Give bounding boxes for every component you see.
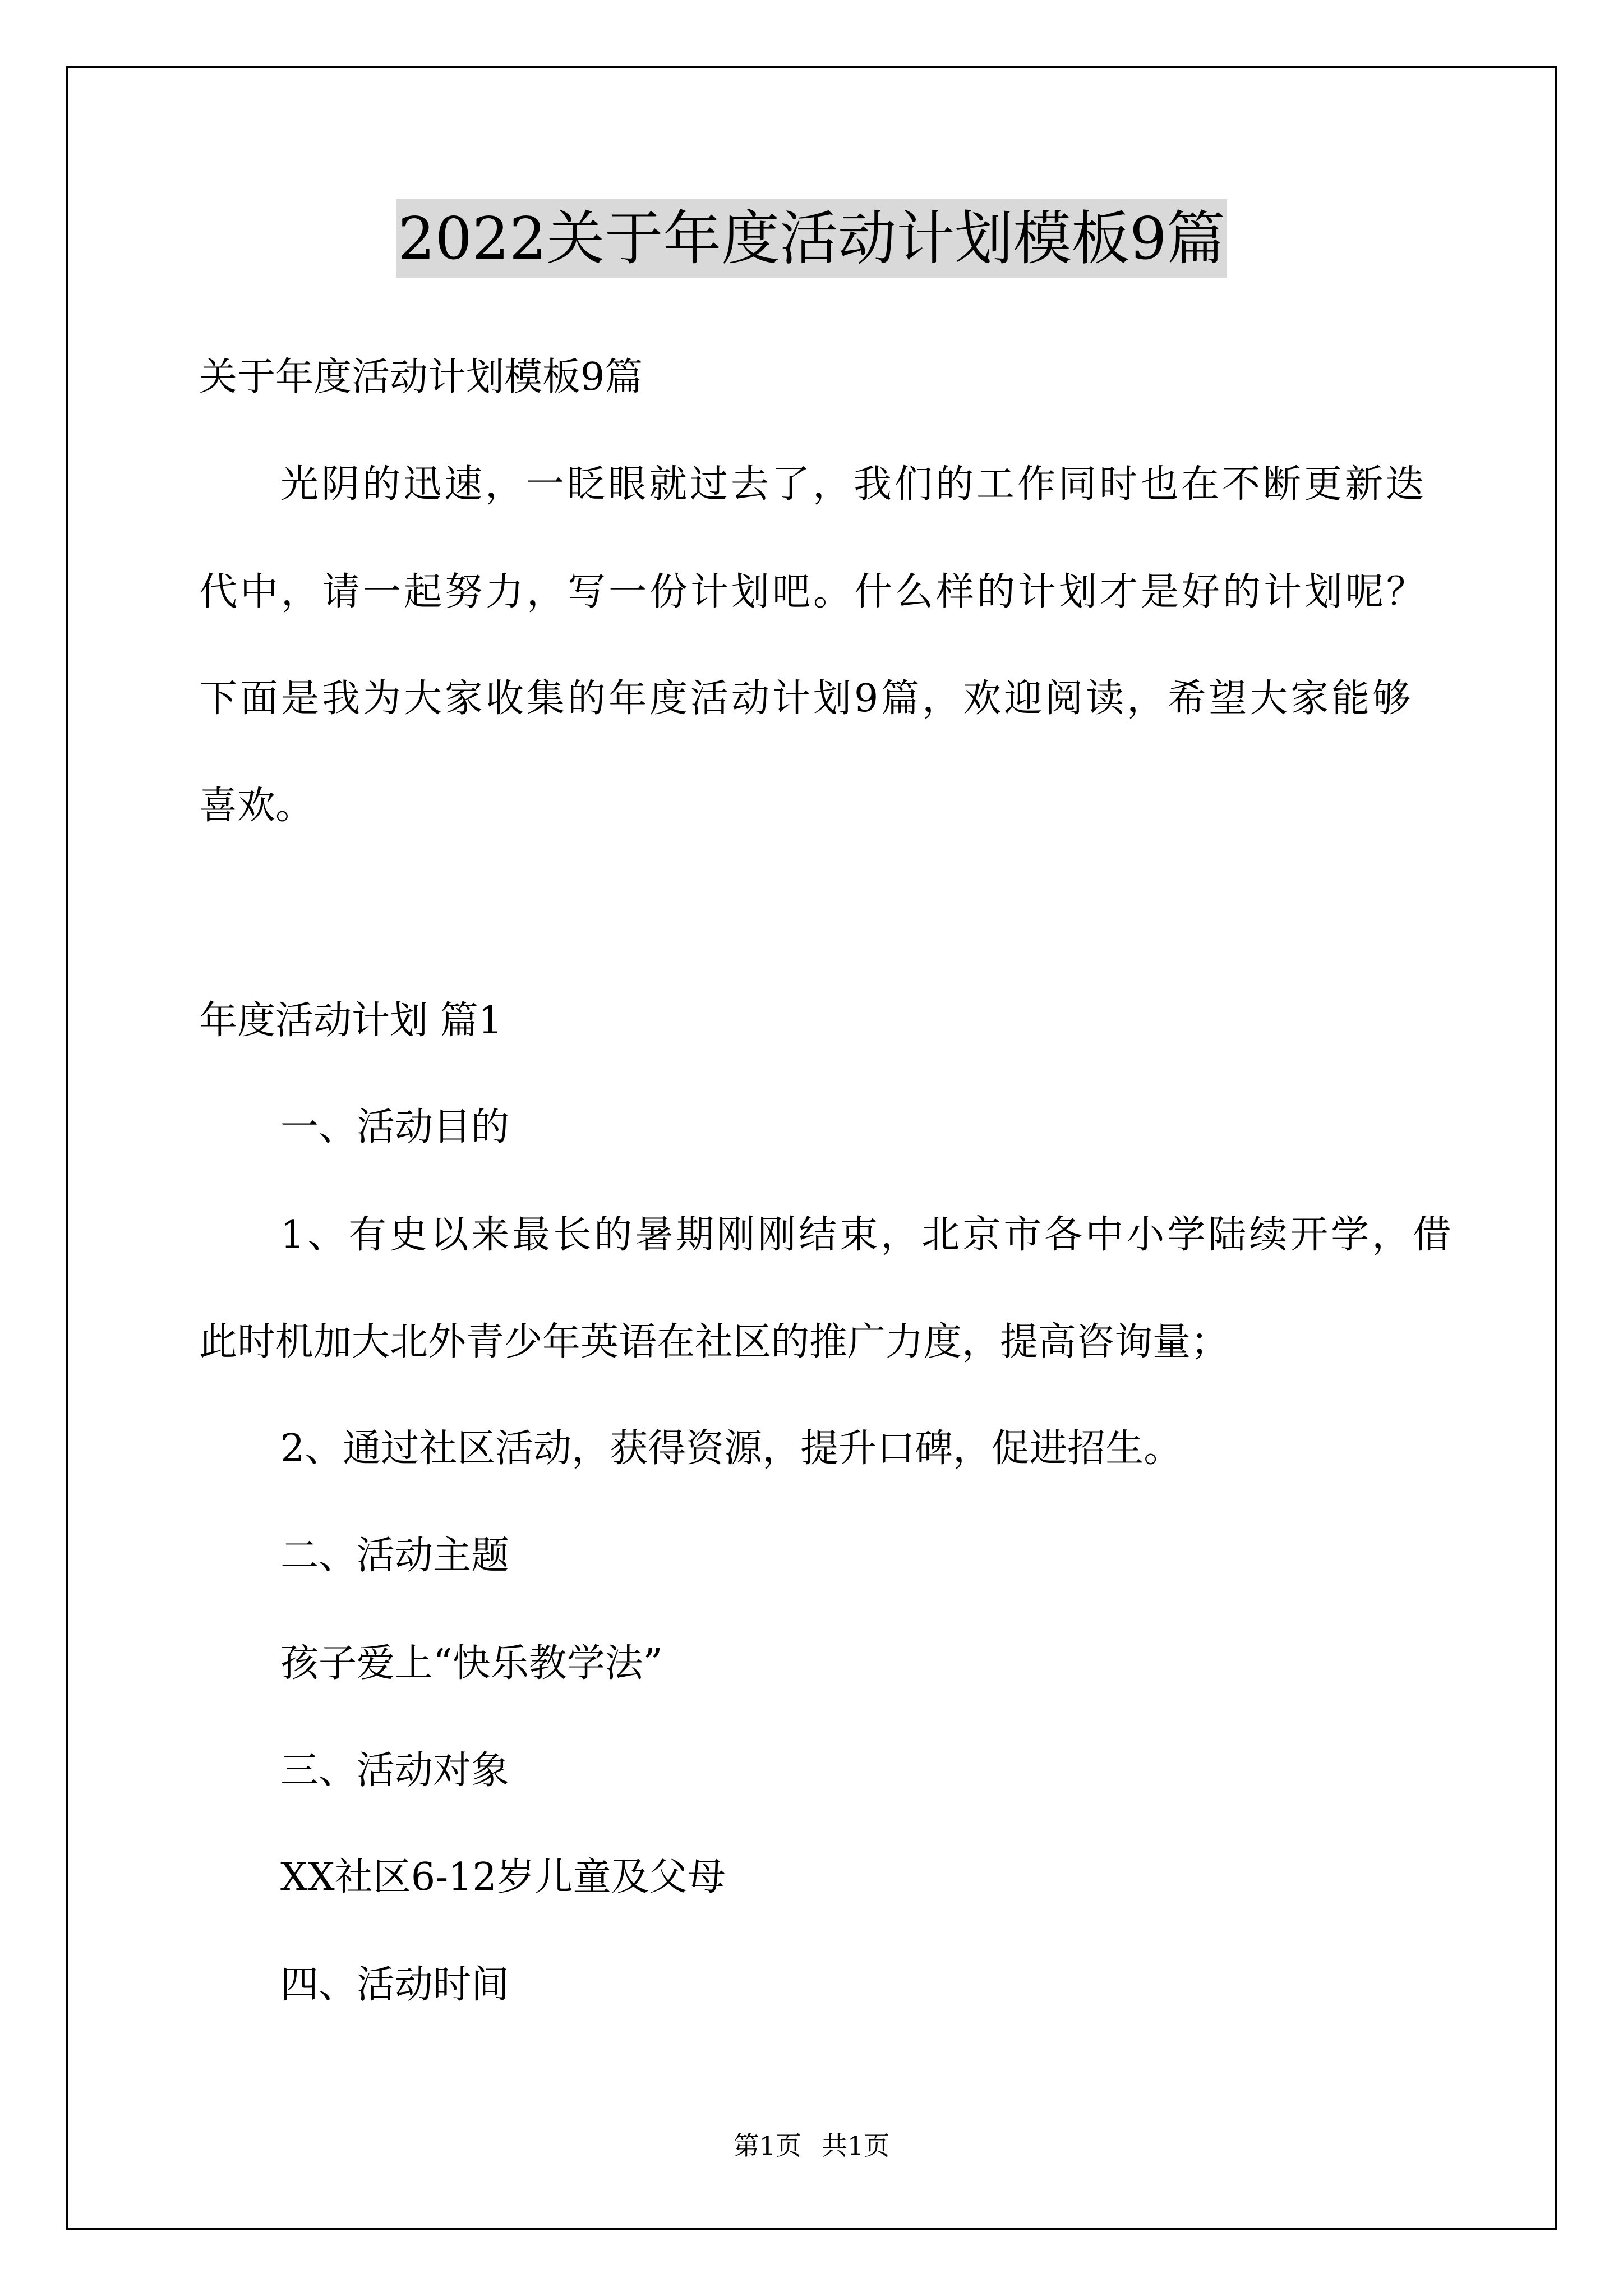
intro-line-2: 代中，请一起努力，写一份计划吧。什么样的计划才是好的计划呢？ — [199, 570, 1428, 614]
body-line-4: 2、通过社区活动，获得资源，提升口碑，促进招生。 — [280, 1427, 1182, 1471]
section-heading: 年度活动计划 篇1 — [199, 999, 502, 1043]
intro-line-1: 光阴的迅速，一眨眼就过去了，我们的工作同时也在不断更新迭 — [280, 462, 1427, 507]
body-line-1: 一、活动目的 — [280, 1105, 510, 1149]
page-number: 第1页 — [733, 2131, 801, 2161]
title-container — [0, 199, 1623, 278]
intro-line-4: 喜欢。 — [199, 784, 314, 828]
document-subtitle: 关于年度活动计划模板9篇 — [199, 355, 643, 399]
page-footer — [0, 2129, 1623, 2162]
body-line-2: 1、有史以来最长的暑期刚刚结束，北京市各中小学陆续开学，借 — [280, 1213, 1454, 1257]
document-title: 2022关于年度活动计划模板9篇 — [396, 199, 1228, 278]
intro-line-3: 下面是我为大家收集的年度活动计划9篇，欢迎阅读，希望大家能够 — [199, 677, 1414, 721]
body-line-6: 孩子爱上“快乐教学法” — [280, 1641, 663, 1686]
body-line-8: XX社区6-12岁儿童及父母 — [280, 1855, 726, 1899]
body-line-7: 三、活动对象 — [280, 1749, 510, 1793]
page-total: 共1页 — [822, 2131, 890, 2161]
body-line-9: 四、活动时间 — [280, 1963, 510, 2007]
body-line-5: 二、活动主题 — [280, 1534, 510, 1578]
body-line-3: 此时机加大北外青少年英语在社区的推广力度，提高咨询量； — [199, 1320, 1229, 1364]
